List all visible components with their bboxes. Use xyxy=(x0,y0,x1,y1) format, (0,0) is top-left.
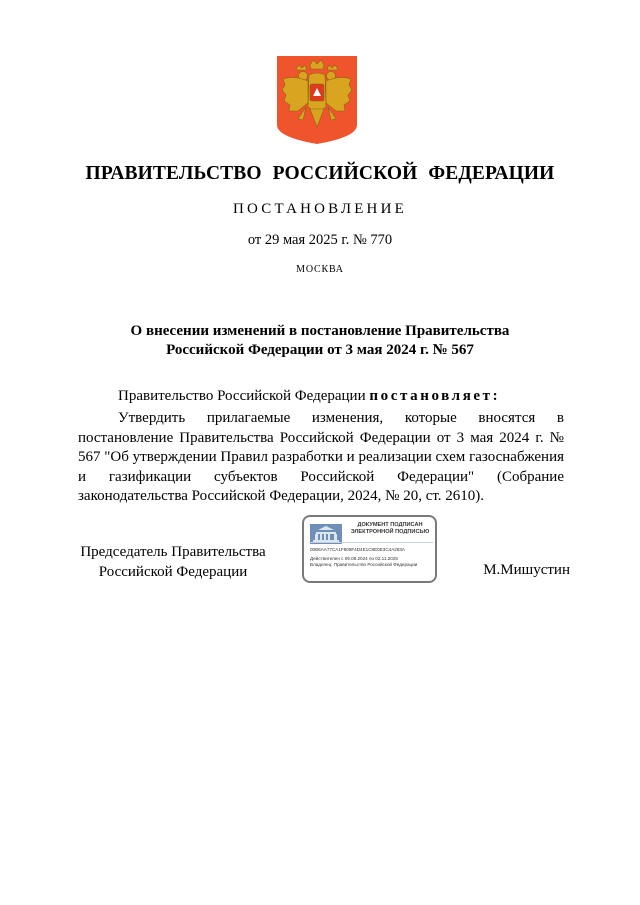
electronic-signature-stamp xyxy=(302,515,437,583)
stamp-title-line: ЭЛЕКТРОННОЙ ПОДПИСЬЮ xyxy=(350,529,430,535)
government-building-icon xyxy=(310,524,342,544)
stamp-owner: Владелец: Правительство Российской Федерации xyxy=(310,562,418,567)
stamp-validity: Действителен с 09.08.2024 по 02.11.2025 xyxy=(310,556,398,561)
document-type: ПОСТАНОВЛЕНИЕ xyxy=(233,201,407,217)
decree-prefix: Правительство Российской Федерации xyxy=(118,388,370,404)
decree-paragraph: Утвердить прилагаемые изменения, которые вносятся в постановление Правительства Российской Федерации от 3 мая 2024 г. № 567 "Об утверждении Правил разработки и реализации схем газоснабжения и газификации субъектов Российской Федерации" (Собрание законодательства Российской Федерации, 2024, № 20, ст. 2610). xyxy=(78,410,564,504)
decree-word: постановляет: xyxy=(369,388,501,404)
signer-position-line: Председатель Правительства xyxy=(80,544,266,560)
stamp-title-line: ДОКУМЕНТ ПОДПИСАН xyxy=(357,522,423,528)
stamp-title xyxy=(344,522,436,536)
signer-name: М.Мишустин xyxy=(483,562,570,578)
stamp-divider xyxy=(309,542,433,543)
government-title: ПРАВИТЕЛЬСТВО РОССИЙСКОЙ ФЕДЕРАЦИИ xyxy=(85,163,555,184)
russian-coat-of-arms-icon xyxy=(276,55,358,145)
signer-position xyxy=(78,543,268,582)
document-city: МОСКВА xyxy=(296,264,344,275)
document-date-number: от 29 мая 2025 г. № 770 xyxy=(247,232,393,248)
document-subject xyxy=(0,322,640,360)
subject-line: О внесении изменений в постановление Правительства xyxy=(130,323,510,339)
coat-of-arms-emblem xyxy=(276,55,358,145)
signer-position-line: Российской Федерации xyxy=(98,563,248,580)
stamp-certificate: 00B5AA77CA1F809F4D4E1C8E0E3C4A283A xyxy=(310,547,405,552)
subject-line: Российской Федерации от 3 мая 2024 г. № 567 xyxy=(166,342,474,358)
decree-statement xyxy=(118,387,564,407)
